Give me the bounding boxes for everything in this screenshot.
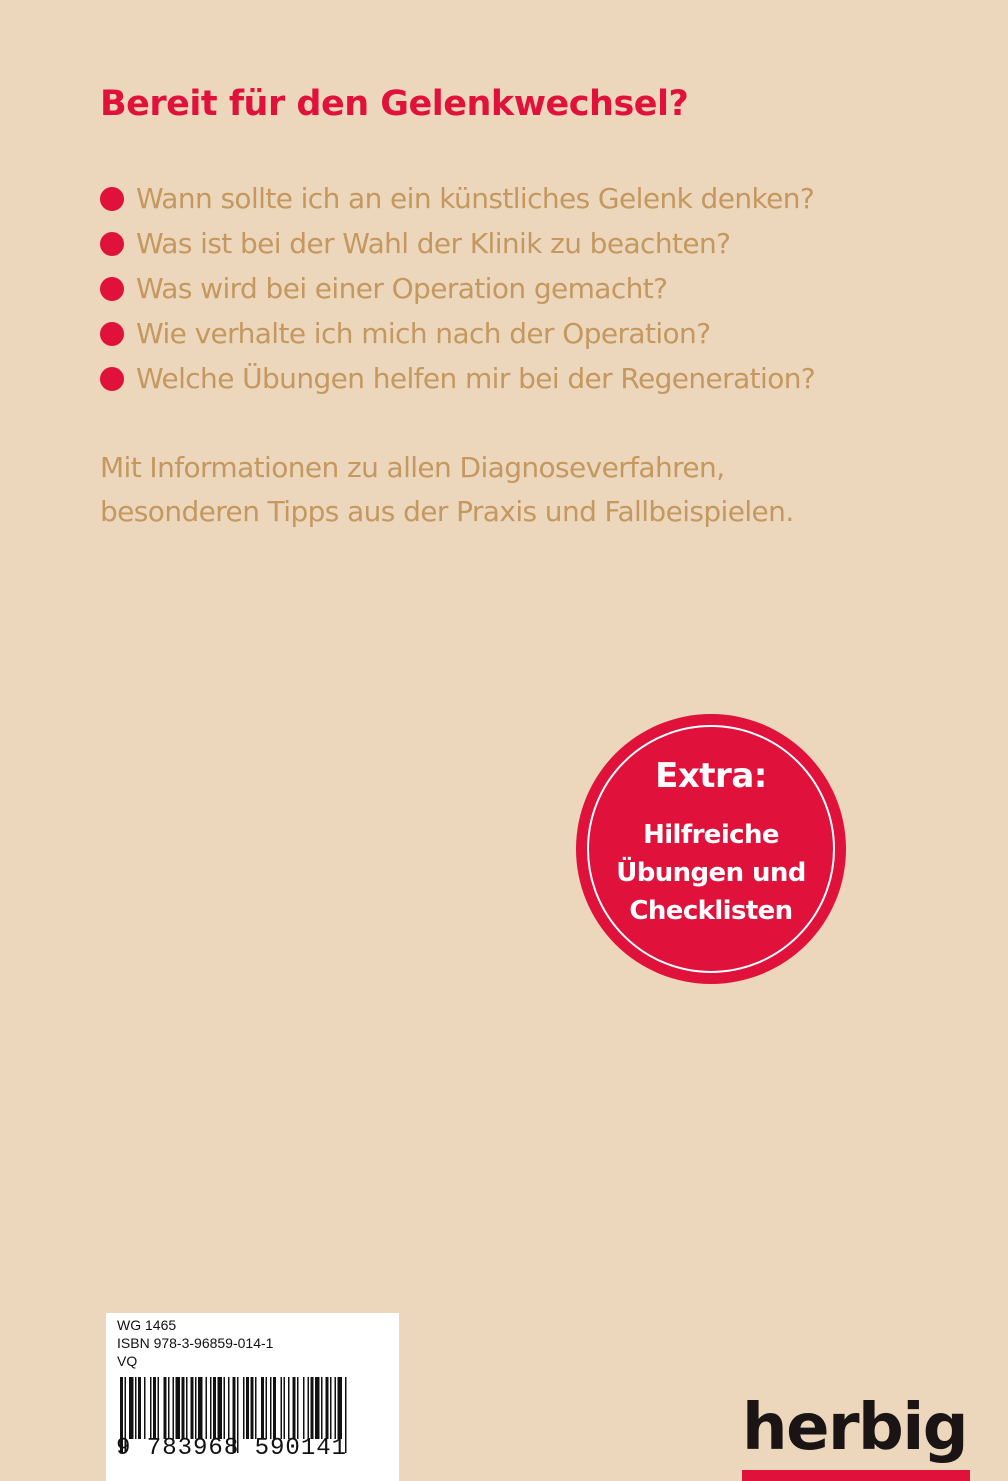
barcode-label: [106, 1313, 399, 1481]
badge-line: Hilfreiche: [643, 820, 779, 850]
question-list: [100, 176, 815, 401]
badge-line: Übungen und: [616, 858, 806, 888]
badge-text: [576, 816, 846, 930]
barcode-bar: [135, 1377, 137, 1439]
barcode-bar: [206, 1377, 208, 1439]
barcode-bar: [261, 1377, 264, 1439]
barcode-bar: [288, 1377, 290, 1439]
barcode-bar: [138, 1377, 141, 1439]
barcode-bar: [176, 1377, 181, 1439]
barcode-bar: [281, 1377, 283, 1439]
intro-line: besonderen Tipps aus der Praxis und Fallbeispielen.: [100, 495, 794, 528]
list-item: [100, 356, 815, 401]
publisher-logo: [742, 1388, 970, 1481]
intro-line: Mit Informationen zu allen Diagnoseverfahren,: [100, 451, 725, 484]
barcode-bar: [246, 1377, 249, 1439]
headline: Bereit für den Gelenkwechsel?: [100, 84, 689, 124]
bullet-dot-icon: [100, 232, 124, 256]
intro-paragraph: [100, 446, 794, 534]
bullet-dot-icon: [100, 277, 124, 301]
bullet-dot-icon: [100, 322, 124, 346]
barcode-bar: [308, 1377, 310, 1439]
badge-title: Extra:: [655, 756, 767, 796]
barcode-bar: [228, 1377, 230, 1439]
barcode-bar: [293, 1377, 296, 1439]
barcode-bar: [158, 1377, 160, 1439]
list-item: [100, 311, 815, 356]
barcode-bar: [144, 1377, 146, 1439]
barcode-bar: [150, 1377, 152, 1439]
barcode-bar: [210, 1377, 212, 1439]
barcode-bar: [198, 1377, 203, 1439]
barcode-bar: [321, 1377, 323, 1439]
barcode-bar: [330, 1377, 332, 1439]
barcode-bar: [284, 1377, 286, 1439]
barcode-bar: [186, 1377, 188, 1439]
question-text: Welche Übungen helfen mir bei der Regeneration?: [136, 362, 816, 395]
badge-line: Checklisten: [629, 896, 793, 926]
publisher-name: herbig: [742, 1391, 968, 1465]
isbn-text: ISBN 978-3-96859-014-1: [117, 1335, 274, 1351]
barcode-bar: [243, 1377, 245, 1439]
wg-code: WG 1465: [117, 1317, 177, 1333]
barcode-bar: [153, 1377, 156, 1439]
barcode-bar: [303, 1377, 305, 1439]
barcode-bar: [251, 1377, 254, 1439]
barcode-bar: [270, 1377, 272, 1439]
vq-code: VQ: [117, 1353, 138, 1369]
barcode-bar: [266, 1377, 268, 1439]
barcode-bar: [182, 1377, 185, 1439]
bullet-dot-icon: [100, 367, 124, 391]
barcode-bar: [311, 1377, 314, 1439]
barcode-bar: [173, 1377, 175, 1439]
barcode-bar: [297, 1377, 299, 1439]
barcode-bar: [191, 1377, 194, 1439]
list-item: [100, 176, 815, 221]
list-item: [100, 221, 815, 266]
question-text: Wie verhalte ich mich nach der Operation?: [136, 317, 711, 350]
barcode-bar: [168, 1377, 170, 1439]
barcode-bar: [129, 1377, 134, 1439]
barcode-bar: [273, 1377, 276, 1439]
barcode-bar: [335, 1377, 337, 1439]
barcode-bar: [224, 1377, 226, 1439]
question-text: Was wird bei einer Operation gemacht?: [136, 272, 668, 305]
barcode-bar: [164, 1377, 167, 1439]
list-item: [100, 266, 815, 311]
barcode-digits: 9 783968 590141: [116, 1435, 348, 1462]
question-text: Was ist bei der Wahl der Klinik zu beachten?: [136, 227, 731, 260]
logo-underline: [742, 1470, 970, 1481]
bullet-dot-icon: [100, 187, 124, 211]
barcode-bar: [255, 1377, 257, 1439]
barcode-bar: [338, 1377, 343, 1439]
extra-badge: [576, 714, 846, 984]
barcode-bar: [326, 1377, 329, 1439]
barcode-bar: [315, 1377, 320, 1439]
barcode-bar: [218, 1377, 223, 1439]
question-text: Wann sollte ich an ein künstliches Gelenk denken?: [136, 182, 815, 215]
barcode-bar: [213, 1377, 216, 1439]
barcode-bar: [195, 1377, 197, 1439]
